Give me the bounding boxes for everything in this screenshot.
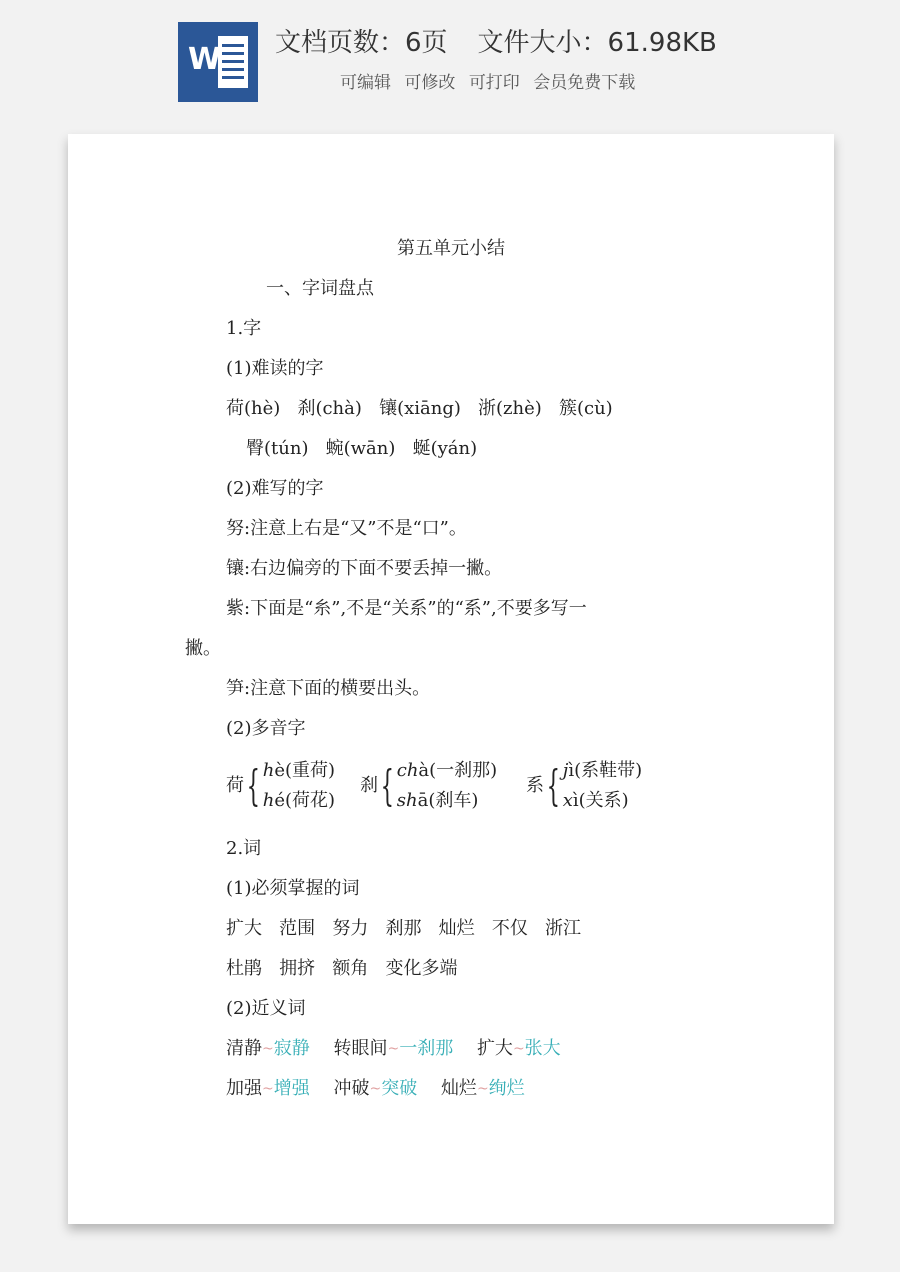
synonym-pair [226,1038,310,1059]
pinyin-tone: ā [417,790,429,811]
synonym-pair [477,1038,561,1059]
synonym-answer: 寂静 [273,1038,310,1059]
synonym-answer: 绚烂 [488,1078,525,1099]
doc-meta [275,22,717,59]
example-word: (系鞋带) [574,760,643,781]
pinyin: sh [396,790,418,811]
pinyin-tone: à [418,760,430,781]
file-size: 文件大小：61.98KB [477,28,717,58]
note-zi-line1: 紫:下面是“糸”,不是“关系”的“系”,不要多写一 [226,598,587,619]
pinyin-tone: é [274,790,285,811]
synonym-word: 清静 [226,1038,262,1059]
tilde: ~ [369,1081,382,1097]
example-word: (关系) [578,790,629,811]
polyphone-xi [526,756,642,816]
synonym-word: 加强 [226,1078,262,1099]
synonym-answer: 突破 [381,1078,418,1099]
feature-list [340,68,643,93]
polyphone-cha [360,756,497,816]
tilde: ~ [387,1041,400,1057]
pinyin-tone: ì [568,760,575,781]
note-zi-line2: 撇。 [185,638,221,659]
note-nu: 努:注意上右是“又”不是“口”。 [226,518,467,539]
synonym-word: 灿烂 [440,1078,477,1099]
pinyin: j [562,760,569,781]
doc-lines [218,36,248,88]
pinyin: ch [396,760,419,781]
polyphone-char: 系 [526,775,544,796]
brace-icon: { [546,761,561,810]
polyphone-char: 刹 [360,775,378,796]
heading-ci: 2.词 [226,838,262,859]
nandu-row-1: 荷(hè) 刹(chà) 镶(xiāng) 浙(zhè) 簇(cù) [226,398,613,419]
brace-icon: { [246,761,261,810]
synonym-row-1 [226,1038,561,1060]
example-word: (荷花) [284,790,336,811]
doc-title: 第五单元小结 [397,238,505,259]
polyphone-he [226,756,335,816]
synonym-pair [441,1078,525,1099]
note-xiang: 镶:右边偏旁的下面不要丢掉一撇。 [226,558,503,579]
pinyin: h [262,760,275,781]
pinyin-tone: è [274,760,285,781]
section-heading: 一、字词盘点 [266,278,374,299]
pinyin-tone: ì [572,790,579,811]
tilde: ~ [262,1081,274,1097]
bixu-row-2: 杜鹃 拥挤 额角 变化多端 [226,958,458,979]
header [0,0,900,120]
synonym-word: 转眼间 [333,1038,388,1059]
synonym-pair [333,1078,417,1099]
synonym-row-2 [226,1078,525,1100]
synonym-answer: 一刹那 [399,1038,454,1059]
tilde: ~ [512,1041,525,1057]
heading-nandu: (1)难读的字 [226,358,324,379]
synonym-answer: 增强 [273,1078,310,1099]
brace-icon: { [380,761,395,810]
heading-jinyi: (2)近义词 [226,998,306,1019]
page-count: 文档页数：6页 [275,28,448,58]
feature-editable: 可编辑 [340,73,391,93]
tilde: ~ [262,1041,274,1057]
synonym-answer: 张大 [524,1038,561,1059]
heading-zi: 1.字 [226,318,262,339]
heading-bixu: (1)必须掌握的词 [226,878,360,899]
synonym-pair [333,1038,453,1059]
heading-duoyin: (2)多音字 [226,718,306,739]
feature-modifiable: 可修改 [404,73,456,93]
word-doc-icon [178,22,258,102]
note-sun: 笋:注意下面的横要出头。 [226,678,431,699]
example-word: (刹车) [428,790,479,811]
bixu-row-1: 扩大 范围 努力 刹那 灿烂 不仅 浙江 [226,918,581,939]
feature-printable: 可打印 [468,73,520,93]
word-w-letter: W [188,42,222,77]
example-word: (一刹那) [429,760,498,781]
polyphone-char: 荷 [226,775,244,796]
synonym-word: 冲破 [333,1078,370,1099]
pinyin: x [562,790,573,811]
synonym-pair [226,1078,310,1099]
synonym-word: 扩大 [476,1038,513,1059]
heading-nanxie: (2)难写的字 [226,478,324,499]
feature-member-download: 会员免费下载 [533,73,636,93]
pinyin: h [262,790,275,811]
example-word: (重荷) [284,760,336,781]
tilde: ~ [476,1081,489,1097]
document-page [68,134,834,1224]
nandu-row-2: 臀(tún) 蜿(wān) 蜒(yán) [246,438,478,459]
